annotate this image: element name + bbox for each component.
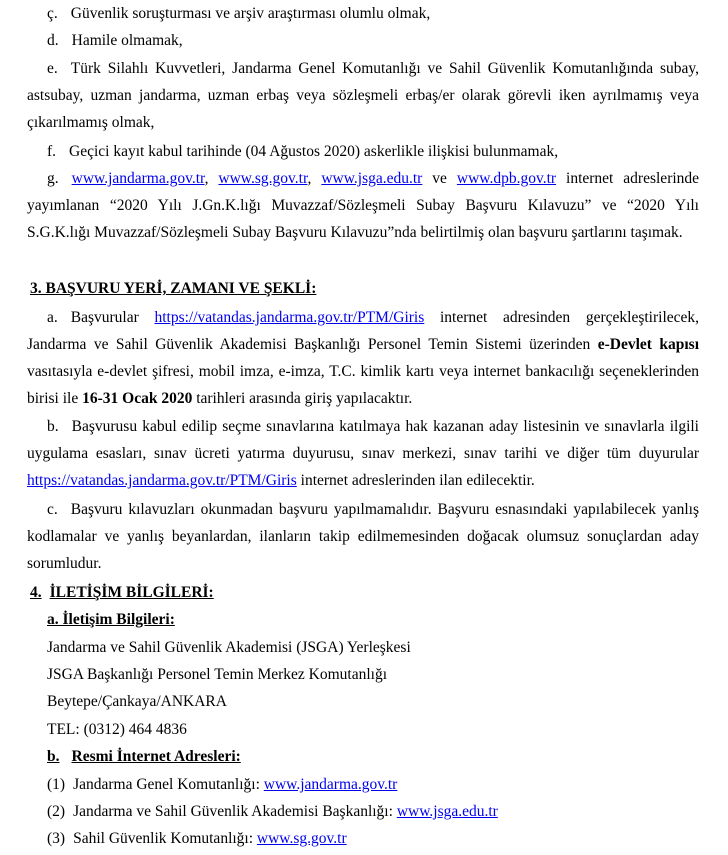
address-line: JSGA Başkanlığı Personel Temin Merkez Komutanlığı xyxy=(47,666,388,683)
item-text: tarihleri arasında giriş yapılacaktır. xyxy=(196,390,413,407)
item-text: Geçici kayıt kabul tarihinde (04 Ağustos 2020) askerlikle ilişkisi bulunmamak, xyxy=(69,143,559,160)
link-jandarma[interactable]: www.jandarma.gov.tr xyxy=(71,170,205,187)
subsection-title-text: Resmi İnternet Adresleri: xyxy=(71,748,241,765)
item-text: Başvurular xyxy=(70,309,139,326)
phone-line: TEL: (0312) 464 4836 xyxy=(47,721,187,738)
section-3-item-a xyxy=(27,304,699,412)
item-marker: d. xyxy=(47,32,59,49)
site-item-1 xyxy=(47,771,397,798)
item-d xyxy=(27,27,699,54)
link-jsga[interactable]: www.jsga.edu.tr xyxy=(321,170,423,187)
item-text: internet adresinden gerçekleştirilecek, Jandarma ve Sahil Güvenlik Akademisi Başkanlığı Personel Temin Sistemi üzerinden xyxy=(27,309,700,353)
address-line: Jandarma ve Sahil Güvenlik Akademisi (JSGA) Yerleşkesi xyxy=(47,639,411,656)
section-3-item-b xyxy=(27,413,699,494)
site-label: Sahil Güvenlik Komutanlığı: xyxy=(73,830,254,847)
separator: ve xyxy=(432,170,447,187)
item-marker: a. xyxy=(47,309,58,326)
item-text: Hamile olmamak, xyxy=(71,32,183,49)
site-label: Jandarma ve Sahil Güvenlik Akademisi Başkanlığı: xyxy=(73,803,393,820)
link-dpb[interactable]: www.dpb.gov.tr xyxy=(456,170,557,187)
subsection-marker: b. xyxy=(47,748,60,765)
item-text: Başvuru kılavuzları okunmadan başvuru yapılmamalıdır. Başvuru esnasındaki yapılabilecek yanlış kodlamalar ve yanlış beyanlardan, ilanların takip edilmemesinden doğacak olumsuz sonuçlardan aday sorumludur. xyxy=(27,501,699,572)
section-3-title xyxy=(30,275,316,302)
site-label: Jandarma Genel Komutanlığı: xyxy=(73,776,260,793)
item-marker: e. xyxy=(47,60,58,77)
item-marker: ç. xyxy=(47,5,58,22)
site-number: (2) xyxy=(47,803,66,820)
item-e xyxy=(27,55,699,136)
link-sg[interactable]: www.sg.gov.tr xyxy=(218,170,308,187)
item-f xyxy=(27,138,699,165)
item-marker: c. xyxy=(47,501,58,518)
site-item-3 xyxy=(47,825,347,852)
item-text: vasıtasıyla e-devlet şifresi, mobil imza, e-imza, T.C. kimlik kartı veya internet bankacılığı seçeneklerinden birisi ile xyxy=(27,363,699,407)
link-vatandas-ptm[interactable]: https://vatandas.jandarma.gov.tr/PTM/Giris xyxy=(154,309,425,326)
separator: , xyxy=(204,170,209,187)
section-3-item-c xyxy=(27,496,699,577)
site-link-jandarma[interactable]: www.jandarma.gov.tr xyxy=(263,776,398,793)
bold-date: 16-31 Ocak 2020 xyxy=(82,390,193,407)
item-marker: f. xyxy=(47,143,57,160)
item-c-cedilla xyxy=(27,0,699,27)
section-4-title xyxy=(30,579,214,606)
item-text: Güvenlik soruşturması ve arşiv araştırması olumlu olmak, xyxy=(70,5,431,22)
section-number: 4. xyxy=(30,584,42,601)
separator: , xyxy=(307,170,312,187)
item-text: internet adreslerinde yayımlanan “2020 Yılı J.Gn.K.lığı Muvazzaf/Sözleşmeli Subay Başvuru Kılavuzu” ve “2020 Yılı S.G.K.lığı Muvazzaf/Sözleşmeli Subay Başvuru Kılavuzu”nda belirtilmiş olan başvuru şartlarını taşımak. xyxy=(27,170,700,241)
item-text: internet adreslerinden ilan edilecektir. xyxy=(300,472,535,489)
item-marker: g. xyxy=(47,170,59,187)
subsection-b-title xyxy=(47,743,241,770)
site-item-2 xyxy=(47,798,498,825)
item-marker: b. xyxy=(47,418,59,435)
site-link-jsga[interactable]: www.jsga.edu.tr xyxy=(396,803,498,820)
address-line: Beytepe/Çankaya/ANKARA xyxy=(47,693,227,710)
site-number: (1) xyxy=(47,776,66,793)
link-vatandas-ptm-2[interactable]: https://vatandas.jandarma.gov.tr/PTM/Giris xyxy=(27,472,297,489)
item-text: Türk Silahlı Kuvvetleri, Jandarma Genel Komutanlığı ve Sahil Güvenlik Komutanlığında subay, astsubay, uzman jandarma, uzman erbaş veya sözleşmeli erbaş/er olarak görevli iken ayrılmamış veya çıkarılmamış olmak, xyxy=(27,60,699,131)
bold-text: e-Devlet kapısı xyxy=(597,336,699,353)
section-title-text: İLETİŞİM BİLGİLERİ: xyxy=(49,584,214,601)
site-number: (3) xyxy=(47,830,66,847)
item-g xyxy=(27,165,699,246)
item-text: Başvurusu kabul edilip seçme sınavlarına katılmaya hak kazanan aday listesinin ve sınavlarla ilgili uygulama esasları, sınav ücreti yatırma duyurusu, sınav merkezi, sınav tarihi ve diğer tüm duyurular xyxy=(27,418,699,462)
site-link-sg[interactable]: www.sg.gov.tr xyxy=(256,830,347,847)
subsection-a-title: a. İletişim Bilgileri: xyxy=(47,611,175,628)
section-title-text: 3. BAŞVURU YERİ, ZAMANI VE ŞEKLİ: xyxy=(30,280,317,297)
